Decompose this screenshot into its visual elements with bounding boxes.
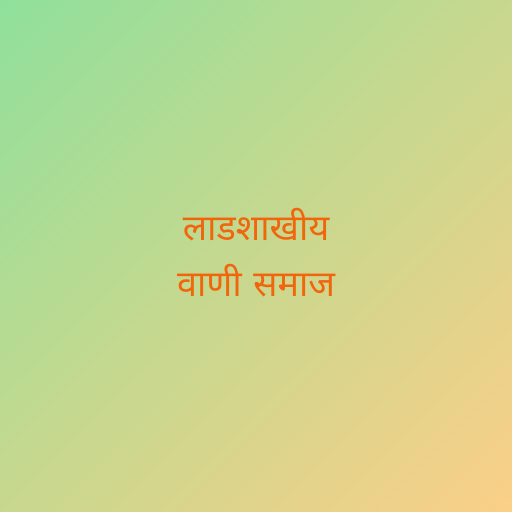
- title-line-1: लाडशाखीय: [182, 208, 330, 249]
- title-line-2: वाणी समाज: [176, 264, 336, 305]
- app-title: [177, 201, 335, 313]
